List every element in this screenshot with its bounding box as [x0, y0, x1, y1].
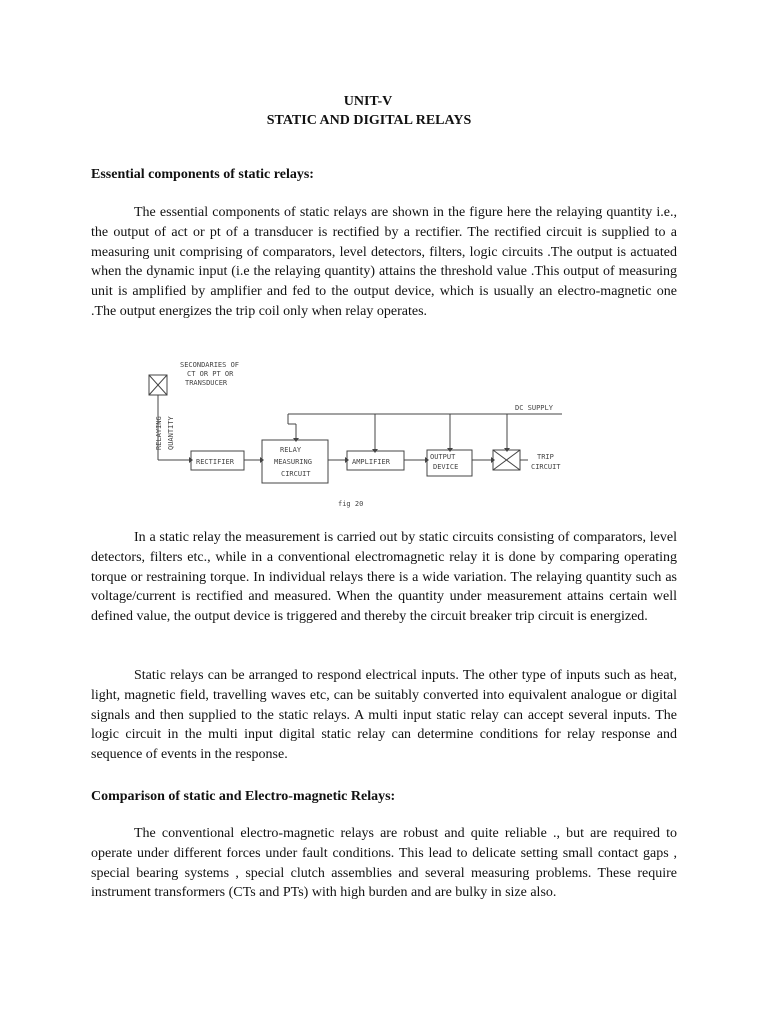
paragraph-essential-components: The essential components of static relays are shown in the figure here the relaying quantity i.e., the output of act or pt of a transducer is rectified by a rectifier. The rectified circuit is supplied to a measuring unit comprising of comparators, level detectors, filters, logic circuits .The output is actuated when the dynamic input (i.e the relaying quantity) attains the threshold value .This output of measuring unit is amplified by amplifier and fed to the output device, which is usually an electro-magnetic one .The output energizes the trip coil only when relay operates. — [91, 205, 677, 319]
label-secondaries-3: TRANSDUCER — [185, 379, 228, 387]
label-rectifier: RECTIFIER — [196, 458, 234, 466]
label-secondaries-2: CT OR PT OR — [187, 370, 234, 378]
label-relay-2: MEASURING — [274, 458, 312, 466]
label-secondaries-1: SECONDARIES OF — [180, 361, 240, 369]
paragraph-comparison: The conventional electro-magnetic relays are robust and quite reliable ., but are required to operate under different forces under fault conditions. This lead to delicate setting small contact gaps , special bearing systems , special clutch assemblies and several measuring problems. These require instrument transformers (CTs and PTs) with high burden and are bulky in size also. — [91, 826, 677, 901]
label-relay-1: RELAY — [280, 446, 302, 454]
section-heading-comparison: Comparison of static and Electro-magnetic Relays: — [91, 789, 396, 804]
label-relay-3: CIRCUIT — [281, 470, 311, 478]
label-dc-supply: DC SUPPLY — [515, 404, 553, 412]
label-trip-2: CIRCUIT — [531, 463, 561, 471]
page-title: STATIC AND DIGITAL RELAYS — [266, 113, 472, 128]
section-heading-essential-components: Essential components of static relays: — [91, 167, 314, 182]
label-amplifier: AMPLIFIER — [352, 458, 390, 466]
label-relaying: RELAYING — [155, 416, 163, 450]
label-quantity: QUANTITY — [167, 416, 175, 450]
label-output-1: OUTPUT — [430, 453, 456, 461]
paragraph-static-measurement: In a static relay the measurement is carried out by static circuits consisting of comparators, level detectors, filters etc., while in a conventional electromagnetic relay it is done by comparing operating torque or restraining torque. In individual relays there is a wide variation. The relaying quantity such as voltage/current is rectified and measured. When the quantity under measurement attains certain well defined value, the output device is triggered and thereby the circuit breaker trip circuit is energized. — [91, 530, 677, 625]
figure-caption: fig 20 — [338, 500, 364, 508]
paragraph-static-inputs: Static relays can be arranged to respond electrical inputs. The other type of inputs such as heat, light, magnetic field, travelling waves etc, can be suitably converted into equivalent analogue or digital signals and then supplied to the static relays. A multi input static relay can accept several inputs. The logic circuit in the multi input digital static relay can determine conditions for relay response and sequence of events in the response. — [91, 668, 677, 763]
label-trip-1: TRIP — [537, 453, 554, 461]
unit-heading: UNIT-V — [343, 94, 393, 109]
label-output-2: DEVICE — [433, 463, 459, 471]
static-relay-block-diagram — [140, 352, 580, 514]
